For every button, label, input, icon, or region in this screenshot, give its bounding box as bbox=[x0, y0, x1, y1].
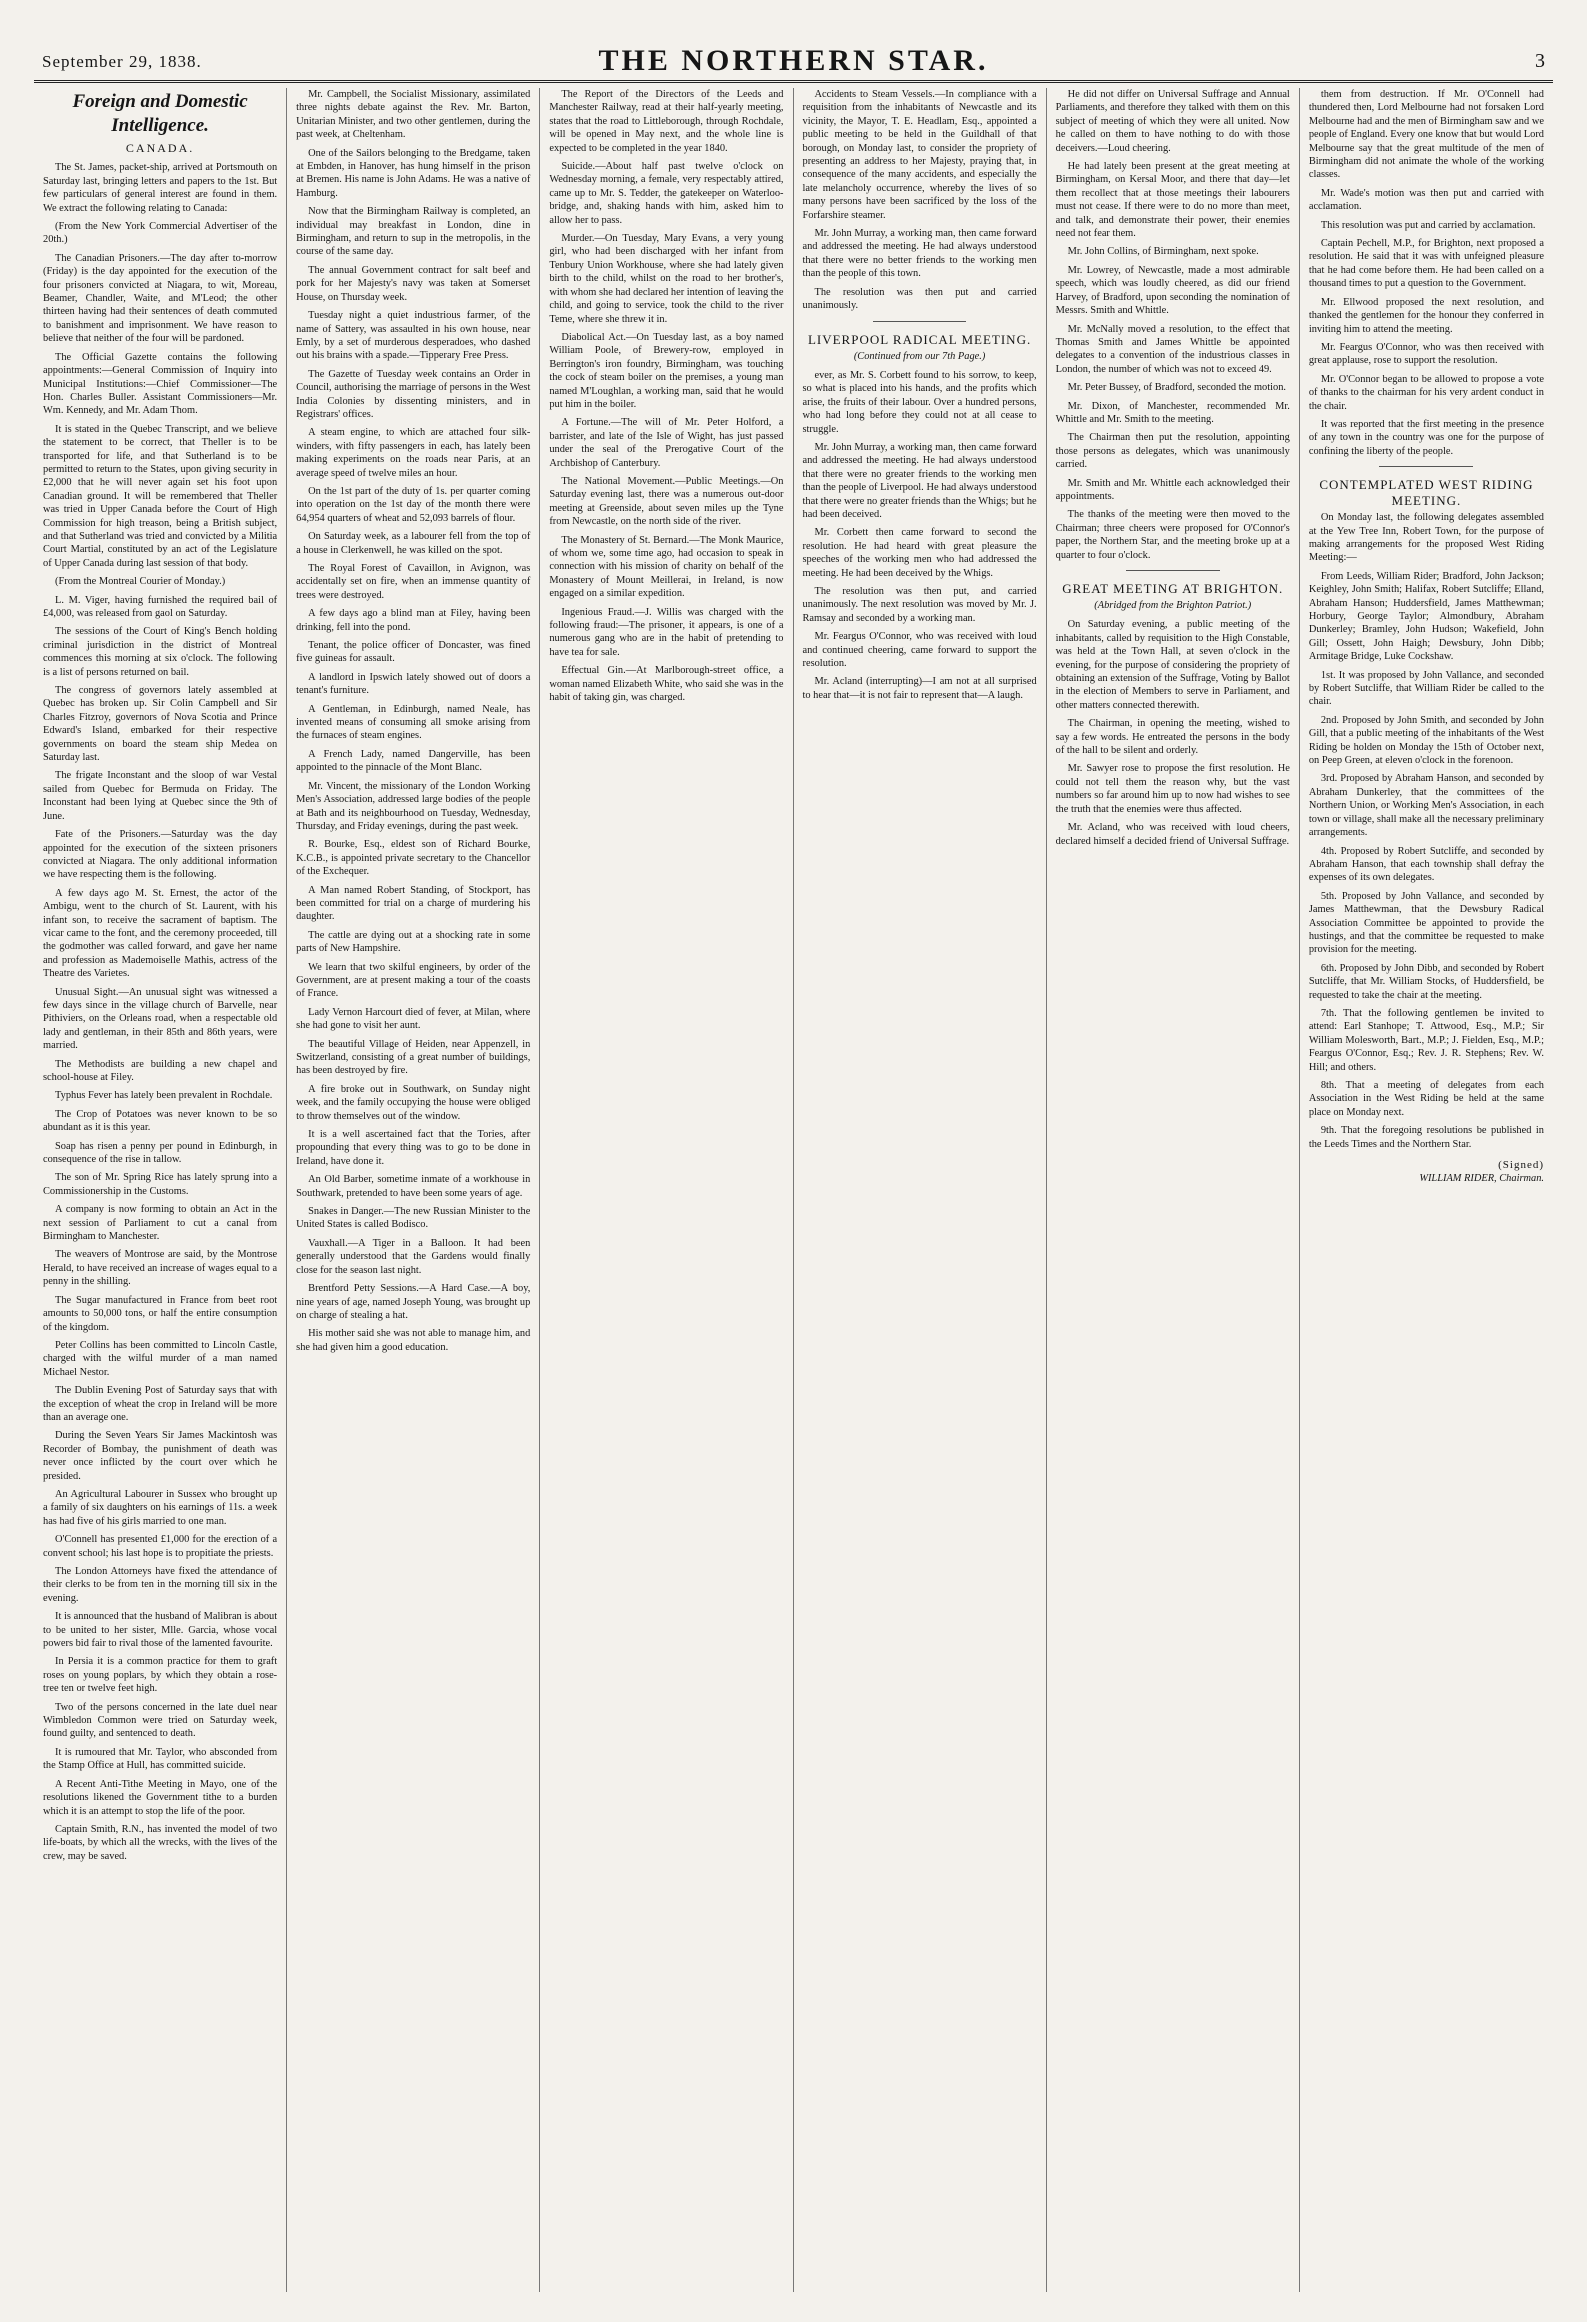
paragraph: Mr. John Murray, a working man, then came forward and addressed the meeting. He had always understood that there were no better friends to the working men than the people of this town. bbox=[802, 228, 1037, 280]
paragraph: Mr. Vincent, the missionary of the London Working Men's Association, addressed large bodies of the people at Bath and its neighbourhood on Tuesday, Wednesday, Thursday, and Friday evenings, during the past week. bbox=[296, 780, 531, 832]
divider bbox=[1379, 466, 1473, 467]
paragraph: Murder.—On Tuesday, Mary Evans, a very young girl, who had been discharged with her infant from Tenbury Union Workhouse, where she had lately given birth to the child, whilst on the road to her brother's, with whom she had declared her intention of leaving the child, and going to service, took the child to the river Teme, where she threw it in. bbox=[549, 233, 784, 325]
paragraph: Mr. Feargus O'Connor, who was then received with great applause, rose to support the resolution. bbox=[1308, 341, 1544, 367]
paragraph: On Monday last, the following delegates assembled at the Yew Tree Inn, Robert Town, for the purpose of making arrangements for the proposed West Riding Meeting:— bbox=[1308, 512, 1544, 564]
paragraph: He did not differ on Universal Suffrage and Annual Parliaments, and therefore they talked with them on this subject of meeting of which they were all united. Now he called on them to have nothing to do with those deceivers.—Loud cheering. bbox=[1055, 89, 1290, 154]
paragraph: The resolution was then put, and carried unanimously. The next resolution was moved by Mr. J. Ramsay and seconded by a working man. bbox=[802, 586, 1037, 624]
paragraph: The beautiful Village of Heiden, near Appenzell, in Switzerland, consisting of a great number of buildings, has been destroyed by fire. bbox=[296, 1038, 531, 1077]
paragraph: A Fortune.—The will of Mr. Peter Holford, a barrister, and late of the Isle of Wight, has just passed under the seal of the Prerogative Court of the Archbishop of Canterbury. bbox=[549, 417, 784, 469]
paragraph: L. M. Viger, having furnished the required bail of £4,000, was released from gaol on Saturday. bbox=[43, 594, 278, 619]
paragraph: On Saturday evening, a public meeting of the inhabitants, called by requisition to the High Constable, was held at the Town Hall, at seven o'clock in the evening, for the purpose of considering the propriety of obtaining an extension of the Suffrage, Voting by Ballot in the election of Members to serve in Parliament, and other matters connected therewith. bbox=[1055, 619, 1290, 711]
paragraph: Now that the Birmingham Railway is completed, an individual may breakfast in London, dine in Birmingham, and return to sup in the metropolis, in the course of the same day. bbox=[296, 206, 531, 258]
paragraph: O'Connell has presented £1,000 for the erection of a convent school; his last hope is to propitiate the priests. bbox=[43, 1534, 278, 1559]
paragraph: One of the Sailors belonging to the Bredgame, taken at Embden, in Hanover, has hung himself in the prison at Bremen. His name is John Adams. He was a native of Hamburg. bbox=[296, 147, 531, 199]
paragraph: Snakes in Danger.—The new Russian Minister to the United States is called Bodisco. bbox=[296, 1206, 531, 1231]
paragraph: Mr. Campbell, the Socialist Missionary, assimilated three nights debate against the Rev. Mr. Barton, Unitarian Minister, and two other gentlemen, during the past week, at Cheltenham. bbox=[296, 89, 531, 141]
paragraph: A French Lady, named Dangerville, has been appointed to the pinnacle of the Mont Blanc. bbox=[296, 748, 531, 774]
paragraph: The St. James, packet-ship, arrived at Portsmouth on Saturday last, bringing letters and papers to the 1st. But few particulars of general interest are found in them. We extract the following relating to Canada: bbox=[43, 162, 278, 214]
article-headline: GREAT MEETING AT BRIGHTON. bbox=[1062, 581, 1284, 596]
paragraph: The frigate Inconstant and the sloop of war Vestal sailed from Quebec for Bermuda on Friday. The Inconstant had been lying at Quebec since the 9th of June. bbox=[43, 770, 278, 822]
column-6 bbox=[1300, 88, 1553, 2292]
paragraph: The thanks of the meeting were then moved to the Chairman; three cheers were proposed for O'Connor's paper, the Northern Star, and the meeting broke up at a quarter to four o'clock. bbox=[1055, 509, 1290, 561]
columns bbox=[34, 88, 1553, 2292]
paragraph: A Man named Robert Standing, of Stockport, has been committed for trial on a charge of murdering his daughter. bbox=[296, 884, 531, 923]
paragraph: Captain Smith, R.N., has invented the model of two life-boats, by which all the wrecks, with the lives of the crew, may be saved. bbox=[43, 1823, 278, 1862]
issue-date: September 29, 1838. bbox=[42, 52, 202, 71]
paragraph: A few days ago M. St. Ernest, the actor of the Ambigu, went to the church of St. Laurent, with his infant son, to receive the sacrament of baptism. The vicar came to the font, and the ceremony proceeded, till the godmother was called forward, and gave her name and profession as Mademoiselle Mathis, actress of the Theatre des Varietes. bbox=[43, 887, 278, 980]
article-headline: CONTEMPLATED WEST RIDING MEETING. bbox=[1319, 477, 1534, 509]
article-note: (Abridged from the Brighton Patriot.) bbox=[1094, 600, 1252, 611]
paragraph: Soap has risen a penny per pound in Edinburgh, in consequence of the rise in tallow. bbox=[43, 1140, 278, 1166]
paragraph: Mr. Smith and Mr. Whittle each acknowledged their appointments. bbox=[1055, 477, 1290, 502]
article-body bbox=[803, 88, 1037, 313]
paragraph: Captain Pechell, M.P., for Brighton, next proposed a resolution. He said that it was with unfeigned pleasure that he had come before them. He had been called on a thousand times to put a question to the Government. bbox=[1308, 238, 1544, 290]
column-5 bbox=[1047, 88, 1300, 2292]
paragraph: Suicide.—About half past twelve o'clock on Wednesday morning, a female, very respectably attired, came up to Mr. S. Tedder, the gatekeeper on Waterloo-bridge, and, shaking hands with him, asked him to allow her to pass. bbox=[549, 161, 784, 226]
paragraph: The son of Mr. Spring Rice has lately sprung into a Commissionership in the Customs. bbox=[43, 1172, 278, 1197]
paragraph: Vauxhall.—A Tiger in a Balloon. It had been generally understood that the Gardens would finally close for the season last night. bbox=[296, 1237, 531, 1276]
paragraph: The annual Government contract for salt beef and pork for her Majesty's navy was taken at Somerset House, on Thursday week. bbox=[296, 264, 531, 303]
paragraph: Mr. McNally moved a resolution, to the effect that Thomas Smith and James Whittle be appointed delegates to a convention of the industrious classes in London, the number of which was not to exceed 49. bbox=[1055, 323, 1290, 375]
paragraph: In Persia it is a common practice for them to graft roses on young poplars, by which they obtain a rose-tree ten or twelve feet high. bbox=[43, 1656, 278, 1695]
article-body bbox=[1056, 88, 1290, 562]
paragraph: It is stated in the Quebec Transcript, and we believe the statement to be correct, that Theller is to be transported for life, and that Sutherland is to be permitted to return to the States, upon giving security in £2,000 that he will never again set his foot upon Canadian ground. It will be remembered that Theller was tried in Upper Canada before the Court of High Commission for high treason, being a British subject, and that Sutherland was tried and convicted by a Militia Court Martial, constituted by an act of the Legislature of Upper Canada during last session of that body. bbox=[43, 423, 278, 569]
paragraph: Mr. Dixon, of Manchester, recommended Mr. Whittle and Mr. Smith to the meeting. bbox=[1055, 400, 1290, 425]
article-headline: LIVERPOOL RADICAL MEETING. bbox=[807, 331, 1032, 347]
article-body bbox=[43, 161, 277, 1863]
paragraph: The London Attorneys have fixed the attendance of their clerks to be from ten in the morning till six in the evening. bbox=[43, 1566, 278, 1604]
paragraph: (From the New York Commercial Advertiser of the 20th.) bbox=[43, 221, 278, 246]
paragraph: It is rumoured that Mr. Taylor, who absconded from the Stamp Office at Hull, has committed suicide. bbox=[43, 1746, 278, 1772]
paragraph: Mr. Ellwood proposed the next resolution, and thanked the gentlemen for the honour they conferred in inviting him to attend the meeting. bbox=[1308, 296, 1544, 335]
paragraph: Effectual Gin.—At Marlborough-street office, a woman named Elizabeth White, who said she was in the habit of taking gin, was charged. bbox=[549, 665, 784, 704]
paragraph: 8th. That a meeting of delegates from each Association in the West Riding be held at the same place on Monday next. bbox=[1308, 1080, 1544, 1118]
paragraph: Mr. John Murray, a working man, then came forward and addressed the meeting. He had always understood that there were no greater friends to the working men than the people of Liverpool. He had always understood that there were no greater friends than the Whigs; but he had been deceived. bbox=[802, 441, 1037, 520]
paragraph: The Crop of Potatoes was never known to be so abundant as it is this year. bbox=[43, 1108, 278, 1134]
paragraph: Fate of the Prisoners.—Saturday was the day appointed for the execution of the sixteen prisoners convicted at Niagara. The only additional information we have respecting them is the following. bbox=[43, 829, 278, 881]
paragraph: It was reported that the first meeting in the presence of any town in the country was one for the purpose of confining the liberty of the people. bbox=[1308, 418, 1544, 457]
paragraph: Mr. Sawyer rose to propose the first resolution. He could not tell them the reason why, but the vast numbers so far around him up to now had wishes to see the truth that the enemies were thus affected. bbox=[1055, 763, 1290, 815]
article-body bbox=[803, 369, 1037, 702]
paragraph: The Canadian Prisoners.—The day after to-morrow (Friday) is the day appointed for the execution of the four prisoners convicted at Niagara, to wit, Moreau, Beamer, Chandler, Waite, and M'Leod; the other thirteen having had their sentences of death commuted to banishment and imprisonment. We have reason to believe that neither of the four will be pardoned. bbox=[43, 252, 278, 345]
article-body bbox=[1056, 618, 1290, 848]
paragraph: The Methodists are building a new chapel and school-house at Filey. bbox=[43, 1058, 278, 1083]
paragraph: The cattle are dying out at a shocking rate in some parts of New Hampshire. bbox=[296, 929, 531, 955]
paragraph: 5th. Proposed by John Vallance, and seconded by James Matthewman, that the Dewsbury Radical Association Committee be appointed to provide the hustings, and that the committee be requested to make provision for the meeting. bbox=[1308, 890, 1544, 956]
paragraph: Mr. John Collins, of Birmingham, next spoke. bbox=[1067, 246, 1259, 258]
article-body bbox=[1309, 88, 1544, 458]
paragraph: His mother said she was not able to manage him, and she had given him a good education. bbox=[296, 1328, 531, 1353]
paragraph: The resolution was then put and carried unanimously. bbox=[802, 286, 1037, 312]
paragraph: On Saturday week, as a labourer fell from the top of a house in Clerkenwell, he was killed on the spot. bbox=[296, 531, 531, 556]
paragraph: It is a well ascertained fact that the Tories, after propounding that every thing was to go to be done in Ireland, have done it. bbox=[296, 1129, 531, 1167]
section-heading: Foreign and Domestic Intelligence. bbox=[72, 91, 248, 136]
paragraph: An Old Barber, sometime inmate of a workhouse in Southwark, pretended to have been some years of age. bbox=[296, 1174, 531, 1199]
paragraph: A Gentleman, in Edinburgh, named Neale, has invented means of consuming all smoke arising from the furnaces of steam engines. bbox=[296, 703, 531, 742]
paragraph: Brentford Petty Sessions.—A Hard Case.—A boy, nine years of age, named Joseph Young, was brought up on charge of stealing a hat. bbox=[296, 1283, 531, 1321]
paragraph: Mr. Acland (interrupting)—I am not at all surprised to hear that—it is not fair to represent that—A laugh. bbox=[802, 676, 1037, 701]
paragraph: Mr. Peter Bussey, of Bradford, seconded the motion. bbox=[1067, 382, 1287, 394]
paragraph: The Official Gazette contains the following appointments:—General Commission of Inquiry into Municipal Institutions:—Chief Commissioner—The Hon. Charles Buller. Assistant Commissioners—Mr. Wm. Kennedy, and Mr. Adam Thom. bbox=[43, 351, 278, 417]
paragraph: 2nd. Proposed by John Smith, and seconded by John Gill, that a public meeting of the inhabitants of the West Riding be holden on Monday the 15th of October next, on Peep Green, at eleven o'clock in the forenoon. bbox=[1308, 714, 1544, 767]
paragraph: Peter Collins has been committed to Lincoln Castle, charged with the wilful murder of a man named Michael Nestor. bbox=[43, 1339, 278, 1378]
paragraph: Mr. Feargus O'Connor, who was received with loud and continued cheering, came forward to support the resolution. bbox=[802, 631, 1037, 670]
paragraph: Mr. O'Connor began to be allowed to propose a vote of thanks to the chairman for his very ardent conduct in the chair. bbox=[1308, 373, 1544, 412]
article-body bbox=[549, 88, 783, 704]
paragraph: This resolution was put and carried by acclamation. bbox=[1320, 219, 1536, 231]
article-body bbox=[1309, 511, 1544, 1151]
paragraph: Ingenious Fraud.—J. Willis was charged with the following fraud:—The prisoner, it appears, is one of a numerous gang who are in the habit of pretending to have tea for sale. bbox=[549, 606, 784, 658]
paragraph: It is announced that the husband of Malibran is about to be united to her sister, Mlle. Garcia, whose vocal powers bid fair to rival those of the lamented favourite. bbox=[43, 1611, 278, 1650]
paragraph: The Chairman then put the resolution, appointing those persons as delegates, which was unanimously carried. bbox=[1055, 432, 1290, 471]
paragraph: The Sugar manufactured in France from beet root amounts to 50,000 tons, or half the entire consumption of the kingdom. bbox=[43, 1294, 278, 1333]
paragraph: Accidents to Steam Vessels.—In compliance with a requisition from the inhabitants of Newcastle and its vicinity, the Mayor, T. E. Headlam, Esq., appointed a public meeting to be held in the Guildhall of that borough, on Monday last, to consider the propriety of presenting an address to her Majesty, praying that, in consequence of the many accidents, and especially the late melancholy occurrence, whereby the lives of so many persons have been sacrificed by the loss of the Forfarshire steamer. bbox=[802, 89, 1037, 221]
column-3 bbox=[540, 88, 793, 2292]
paragraph: Mr. Lowrey, of Newcastle, made a most admirable speech, which was loudly cheered, as did our friend Harvey, of Bradford, upon seconding the nomination of Messrs. Smith and Whittle. bbox=[1055, 264, 1290, 317]
divider bbox=[873, 321, 967, 322]
paragraph: Diabolical Act.—On Tuesday last, as a boy named William Poole, of Brewery-row, employed in Berrington's iron foundry, Birmingham, was touching the cock of steam boiler on the premises, a young man named M'Loughlan, a working man, said that he would put him in the boiler. bbox=[549, 331, 784, 410]
paragraph: The Report of the Directors of the Leeds and Manchester Railway, read at their half-yearly meeting, states that the road to Littleborough, through Rochdale, will be opened in May next, and the whole line is expected to be completed in the year 1840. bbox=[549, 89, 784, 154]
paragraph: Lady Vernon Harcourt died of fever, at Milan, where she had gone to visit her aunt. bbox=[296, 1006, 531, 1032]
signature: WILLIAM RIDER, Chairman. bbox=[1419, 1173, 1544, 1185]
paragraph: A few days ago a blind man at Filey, having been drinking, fell into the pond. bbox=[296, 608, 531, 633]
paragraph: He had lately been present at the great meeting at Birmingham, on Kersal Moor, and there that day—let them recollect that at those meetings their labourers must not cease. If there were to do no more than meet, and talk, and demonstrate their power, their enemies need not fear them. bbox=[1055, 161, 1290, 240]
paragraph: 4th. Proposed by Robert Sutcliffe, and seconded by Abraham Hanson, that each township shall defray the expenses of its own delegates. bbox=[1308, 845, 1544, 884]
paragraph: The sessions of the Court of King's Bench holding criminal jurisdiction in the district of Montreal commences this morning at six o'clock. The following is a list of persons returned on bail. bbox=[43, 626, 278, 678]
paragraph: Typhus Fever has lately been prevalent in Rochdale. bbox=[55, 1090, 273, 1102]
paragraph: During the Seven Years Sir James Mackintosh was Recorder of Bombay, the punishment of death was never once inflicted by the court over which he presided. bbox=[43, 1430, 278, 1482]
paragraph: The Chairman, in opening the meeting, wished to say a few words. He entreated the persons in the body of the hall to be silent and orderly. bbox=[1055, 718, 1290, 757]
paragraph: 1st. It was proposed by John Vallance, and seconded by Robert Sutcliffe, that William Rider be called to the chair. bbox=[1308, 669, 1544, 708]
paragraph: We learn that two skilful engineers, by order of the Government, are at present making a tour of the coasts of France. bbox=[296, 961, 531, 1000]
sub-heading: CANADA. bbox=[125, 141, 195, 155]
paragraph: 6th. Proposed by John Dibb, and seconded by Robert Sutcliffe, that Mr. William Stocks, of Huddersfield, be requested to take the chair at the meeting. bbox=[1308, 962, 1544, 1001]
paragraph: Mr. Acland, who was received with loud cheers, declared himself a decided friend of Universal Suffrage. bbox=[1055, 822, 1290, 847]
masthead bbox=[34, 42, 1553, 78]
paragraph: The Monastery of St. Bernard.—The Monk Maurice, of whom we, some time ago, had occasion to speak in connection with his mission of charity on behalf of the Monastery of Mount Meillerai, in Ireland, is now engaged on a similar expedition. bbox=[549, 534, 784, 600]
column-2 bbox=[287, 88, 540, 2292]
article-note: (Continued from our 7th Page.) bbox=[853, 350, 986, 362]
signed-label: (Signed) bbox=[1498, 1159, 1544, 1172]
paragraph: The Royal Forest of Cavaillon, in Avignon, was accidentally set on fire, when an immense quantity of trees were destroyed. bbox=[296, 563, 531, 601]
paragraph: Mr. Wade's motion was then put and carried with acclamation. bbox=[1308, 187, 1544, 213]
paragraph: A fire broke out in Southwark, on Sunday night week, and the family occupying the house were obliged to throw themselves out of the window. bbox=[296, 1083, 531, 1122]
page-number: 3 bbox=[1535, 50, 1545, 72]
paragraph: The weavers of Montrose are said, by the Montrose Herald, to have received an increase of wages equal to a penny in the shilling. bbox=[43, 1249, 278, 1288]
paragraph: On the 1st part of the duty of 1s. per quarter coming into operation on the 1st day of the month there were 64,954 quarters of wheat and 52,093 barrels of flour. bbox=[296, 485, 531, 524]
paragraph: A Recent Anti-Tithe Meeting in Mayo, one of the resolutions likened the Government tithe to a burden which it is an attempt to stop the life of the poor. bbox=[43, 1778, 278, 1817]
paragraph: them from destruction. If Mr. O'Connell had thundered then, Lord Melbourne had not forsaken Lord Melbourne had and the men of Birmingham saw and we people of England. Every one know that but would Lord Melbourne say that the great multitude of the men of Birmingham did not animate the whole of the working classes. bbox=[1308, 89, 1544, 181]
paragraph: A steam engine, to which are attached four silk-winders, with fifty passengers in each, has lately been making experiments on the roads near Paris, at an average speed of twelve miles an hour. bbox=[296, 427, 531, 479]
paragraph: Tenant, the police officer of Doncaster, was fined five guineas for assault. bbox=[296, 640, 531, 665]
paragraph: Unusual Sight.—An unusual sight was witnessed a few days since in the village church of Barvelle, near Pithiviers, on the Orleans road, when a respectable old lady and gentleman, in their 85th and 86th years, were married. bbox=[43, 986, 278, 1052]
column-4 bbox=[794, 88, 1047, 2292]
paragraph: An Agricultural Labourer in Sussex who brought up a family of six daughters on his earnings of 11s. a week has had five of his girls married to one man. bbox=[43, 1488, 278, 1527]
paragraph: A landlord in Ipswich lately showed out of doors a tenant's furniture. bbox=[296, 671, 531, 697]
paragraph: 3rd. Proposed by Abraham Hanson, and seconded by Abraham Dunkerley, that the committees of the Northern Union, or Working Men's Association, in each town or village, shall make all the necessary preliminary arrangements. bbox=[1308, 773, 1544, 839]
paragraph: ever, as Mr. S. Corbett found to his sorrow, to keep, so what is placed into his hands, and the profits which arise, the fruits of their labour. Over a hundred persons, who had long before they could not at all cease to struggle. bbox=[802, 369, 1037, 435]
column-1 bbox=[34, 88, 287, 2292]
paragraph: Two of the persons concerned in the late duel near Wimbledon Common were tried on Saturday week, found guilty, and sentenced to death. bbox=[43, 1701, 278, 1740]
paragraph: The Dublin Evening Post of Saturday says that with the exception of wheat the crop in Ireland will be more than an average one. bbox=[43, 1385, 278, 1423]
paragraph: A company is now forming to obtain an Act in the next session of Parliament to cut a canal from Birmingham to Manchester. bbox=[43, 1204, 278, 1243]
article-body bbox=[296, 88, 530, 1354]
paragraph: The National Movement.—Public Meetings.—On Saturday evening last, there was a numerous out-door meeting at Greenside, about seven miles up the Tyne from Newcastle, on the north side of the river. bbox=[549, 475, 784, 528]
newspaper-title: THE NORTHERN STAR. bbox=[598, 44, 989, 77]
paragraph: R. Bourke, Esq., eldest son of Richard Bourke, K.C.B., is appointed private secretary to the Chancellor of the Exchequer. bbox=[296, 839, 531, 878]
paragraph: From Leeds, William Rider; Bradford, John Jackson; Keighley, John Smith; Halifax, Robert Sutcliffe; Elland, Abraham Hanson; Huddersfield, James Matthewman; Horbury, George Taylor; Almondbury, Abraham Dunkerley; Bramley, John Hudson; Wakefield, John Gill; Ossett, John Haigh; Dewsbury, John Dibb; Armitage Bridge, Luke Cockshaw. bbox=[1308, 570, 1544, 663]
divider bbox=[1126, 570, 1220, 571]
paragraph: Mr. Corbett then came forward to second the resolution. He had heard with great pleasure the speeches of the working men who had addressed the meeting. He had been deceived by the Whigs. bbox=[802, 527, 1037, 579]
paragraph: The congress of governors lately assembled at Quebec has broken up. Sir Colin Campbell and Sir Charles Fitzroy, governors of Nova Scotia and Prince Edward's Island, embarked for their respective governments on board the steam ship Medea on Saturday last. bbox=[43, 685, 278, 764]
paragraph: Tuesday night a quiet industrious farmer, of the name of Sattery, was assaulted in his own house, near Emly, by a set of murderous desperadoes, who dashed out his brains with a spade.—Tipperary Free Press. bbox=[296, 310, 531, 362]
paragraph: (From the Montreal Courier of Monday.) bbox=[55, 576, 226, 588]
masthead-rule bbox=[34, 80, 1553, 83]
paragraph: The Gazette of Tuesday week contains an Order in Council, authorising the marriage of persons in the West India Colonies by dissenting ministers, and in Registrars' offices. bbox=[296, 368, 531, 420]
paragraph: 9th. That the foregoing resolutions be published in the Leeds Times and the Northern Star. bbox=[1308, 1125, 1544, 1150]
paragraph: 7th. That the following gentlemen be invited to attend: Earl Stanhope; T. Attwood, Esq., M.P.; Sir William Molesworth, Bart., M.P.; J. Fielden, Esq., M.P.; Feargus O'Connor, Esq.; Rev. J. R. Stephens; Rev. W. Hill; and others. bbox=[1308, 1007, 1544, 1073]
